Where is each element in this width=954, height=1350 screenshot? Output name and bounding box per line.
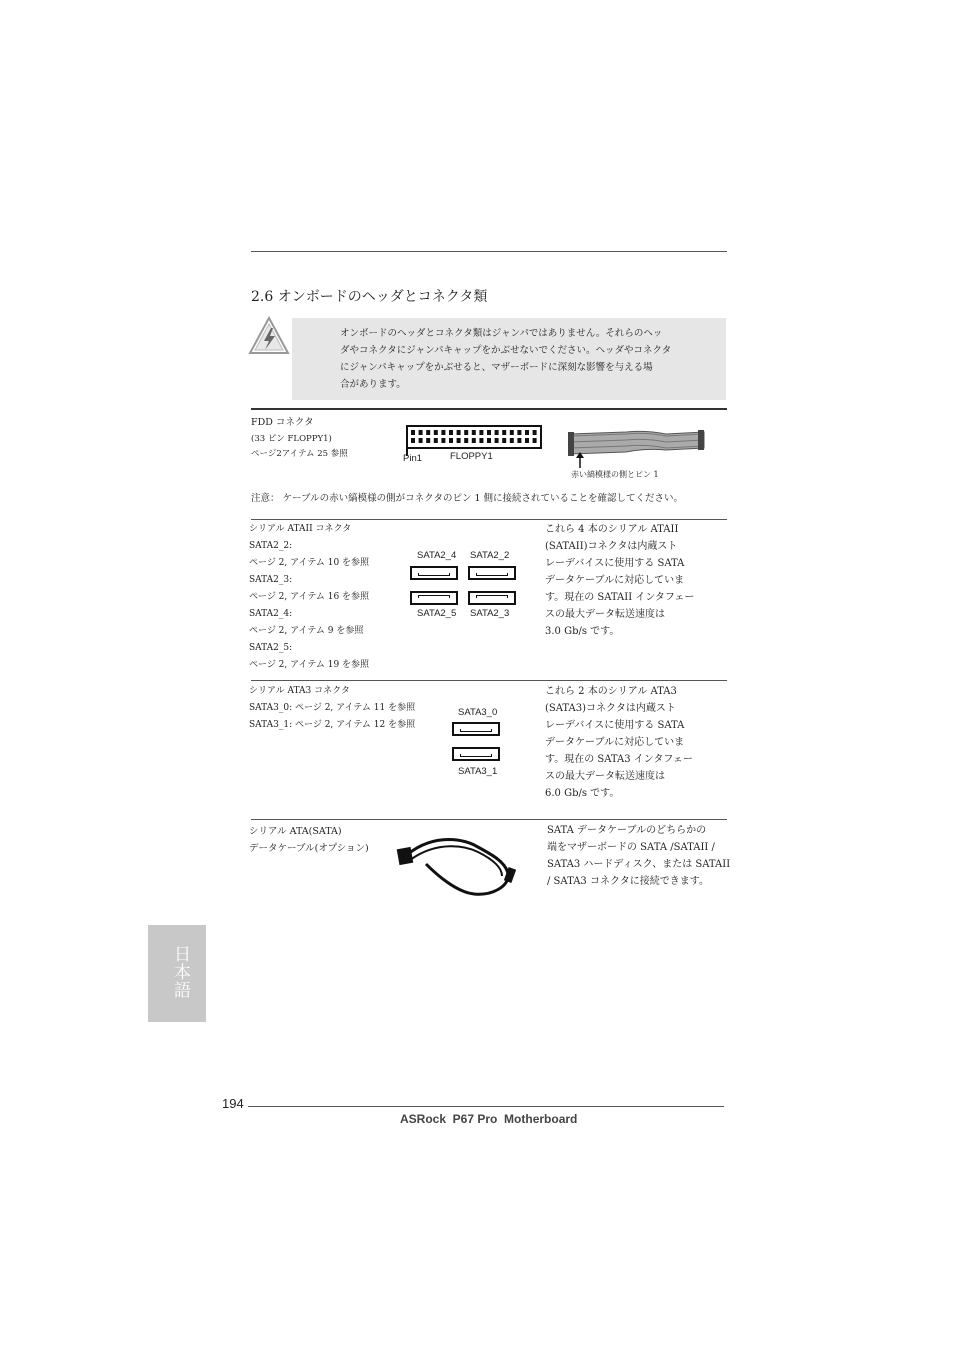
sataii-right-text (545, 521, 694, 640)
floppy-pin (525, 438, 529, 443)
sataii-line: SATA2_3: (249, 575, 293, 585)
floppy-pin (502, 438, 506, 443)
caution-line: オンボードのヘッダとコネクタ類はジャンパではありません。それらのヘッ (340, 328, 663, 339)
sataii-title: シリアル ATAII コネクタ (249, 524, 352, 534)
floppy-pin (517, 438, 521, 443)
sata2-5-port (410, 591, 458, 605)
floppy-pin (449, 430, 453, 435)
floppy-pin (449, 438, 453, 443)
sata3-left-text (249, 683, 415, 734)
floppy-pin (502, 430, 506, 435)
language-tab (148, 925, 206, 1022)
cable-line: データケーブル(オプション) (249, 843, 369, 854)
cable-caption: 赤い縞模様の側とピン 1 (571, 470, 659, 479)
floppy-pin (479, 430, 483, 435)
caution-line: 合があります。 (340, 379, 406, 390)
sataii-line: ページ 2, アイテム 16 を参照 (249, 592, 370, 602)
sata3-desc-line: 6.0 Gb/s です。 (545, 788, 620, 799)
sata3-desc-line: スの最大データ転送速度は (545, 771, 665, 782)
sataii-line: SATA2_4: (249, 609, 293, 619)
sata3-line: SATA3_1: ページ 2, アイテム 12 を参照 (249, 720, 416, 730)
sataii-desc-line: これら 4 本のシリアル ATAII (545, 524, 679, 535)
sata3-1-label: SATA3_1 (458, 766, 498, 777)
floppy-pin (419, 438, 423, 443)
sata3-right-text (545, 683, 693, 802)
floppy-pin (510, 430, 514, 435)
floppy-pin (472, 438, 476, 443)
sata-cable-image (396, 834, 524, 904)
sata3-desc-line: (SATA3)コネクタは内蔵スト (545, 703, 676, 714)
floppy-pin (464, 430, 468, 435)
sata3-desc-line: データケーブルに対応していま (545, 737, 685, 748)
section-divider (251, 519, 727, 520)
cable-desc-line: SATA3 ハードディスク、または SATAII (547, 859, 731, 870)
floppy-pin (479, 438, 483, 443)
caution-line: ダやコネクタにジャンパキャップをかぶせないでください。ヘッダやコネクタ (340, 345, 672, 356)
cable-title: シリアル ATA(SATA) (249, 826, 342, 837)
sataii-line: ページ 2, アイテム 9 を参照 (249, 626, 364, 636)
floppy-pin (525, 430, 529, 435)
floppy-pin (441, 438, 445, 443)
sataii-desc-line: スの最大データ転送速度は (545, 609, 665, 620)
sata3-title: シリアル ATA3 コネクタ (249, 686, 350, 696)
floppy-pin (441, 430, 445, 435)
sata2-2-label: SATA2_2 (470, 550, 510, 561)
sataii-line: SATA2_2: (249, 541, 293, 551)
sataii-desc-line: レーデバイスに使用する SATA (545, 558, 685, 569)
floppy-pin (517, 430, 521, 435)
sata3-desc-line: レーデバイスに使用する SATA (545, 720, 685, 731)
floppy-pin (426, 438, 430, 443)
floppy-pin (487, 438, 491, 443)
floppy-pin (411, 430, 415, 435)
floppy-pin (487, 430, 491, 435)
floppy-cable-image (566, 424, 706, 468)
floppy-pin (434, 430, 438, 435)
caution-icon (248, 316, 290, 356)
caution-text (340, 325, 671, 393)
cable-desc-line: SATA データケーブルのどちらかの (547, 825, 707, 836)
cable-desc-line: / SATA3 コネクタに接続できます。 (547, 876, 709, 887)
sataii-left-text (249, 521, 369, 674)
cable-right-text (547, 822, 730, 890)
sataii-desc-line: データケーブルに対応していま (545, 575, 685, 586)
floppy-pin (411, 438, 415, 443)
cable-left-text (249, 823, 369, 857)
caution-box (292, 318, 726, 400)
floppy-pin (533, 438, 537, 443)
sata3-desc-line: す。現在の SATA3 インタフェー (545, 754, 693, 765)
language-label: 日本語 (170, 945, 190, 999)
floppy1-label: FLOPPY1 (450, 451, 493, 462)
footer-rule (248, 1106, 724, 1107)
fdd-title: FDD コネクタ (251, 417, 314, 428)
floppy-pin (457, 430, 461, 435)
sataii-line: SATA2_5: (249, 643, 293, 653)
floppy-pin (495, 430, 499, 435)
sata2-5-label: SATA2_5 (417, 608, 457, 619)
sataii-line: ページ 2, アイテム 19 を参照 (249, 660, 370, 670)
floppy-pin (472, 430, 476, 435)
floppy-pin (533, 430, 537, 435)
caution-line: にジャンパキャップをかぶせると、マザーボードに深刻な影響を与える場 (340, 362, 653, 373)
sata2-4-port (410, 566, 458, 580)
product-name: ASRock P67 Pro Motherboard (400, 1112, 578, 1126)
sataii-desc-line: 3.0 Gb/s です。 (545, 626, 620, 637)
sata2-2-port (468, 566, 516, 580)
sata2-3-label: SATA2_3 (470, 608, 510, 619)
sata3-line: SATA3_0: ページ 2, アイテム 11 を参照 (249, 703, 416, 713)
floppy-pin (457, 438, 461, 443)
sataii-line: ページ 2, アイテム 10 を参照 (249, 558, 370, 568)
floppy-pin (464, 438, 468, 443)
top-rule (251, 251, 727, 252)
floppy-pin (495, 438, 499, 443)
fdd-reference: ページ2アイテム 25 参照 (251, 449, 348, 459)
sata2-4-label: SATA2_4 (417, 550, 457, 561)
floppy-pin (510, 438, 514, 443)
sata3-1-port (452, 747, 500, 761)
cable-desc-line: 端をマザーボードの SATA /SATAII / (547, 842, 715, 853)
pin1-label: Pin1 (403, 453, 423, 464)
floppy-pin (434, 438, 438, 443)
sataii-desc-line: す。現在の SATAII インタフェー (545, 592, 695, 603)
section-divider (251, 819, 727, 820)
sata3-desc-line: これら 2 本のシリアル ATA3 (545, 686, 677, 697)
fdd-subtitle: (33 ピン FLOPPY1) (251, 434, 332, 444)
sata3-0-port (452, 722, 500, 736)
sataii-desc-line: (SATAII)コネクタは内蔵スト (545, 541, 678, 552)
fdd-note: 注意： ケーブルの赤い縞模様の側がコネクタのピン 1 側に接続されていることを確認してください。 (251, 493, 684, 504)
section-divider (251, 680, 727, 681)
sata2-3-port (468, 591, 516, 605)
floppy-pin (419, 430, 423, 435)
sata3-0-label: SATA3_0 (458, 707, 498, 718)
section-title: 2.6 オンボードのヘッダとコネクタ類 (251, 289, 488, 305)
page-number: 194 (222, 1096, 244, 1111)
floppy-pin (426, 430, 430, 435)
section-divider-thick (251, 408, 727, 410)
